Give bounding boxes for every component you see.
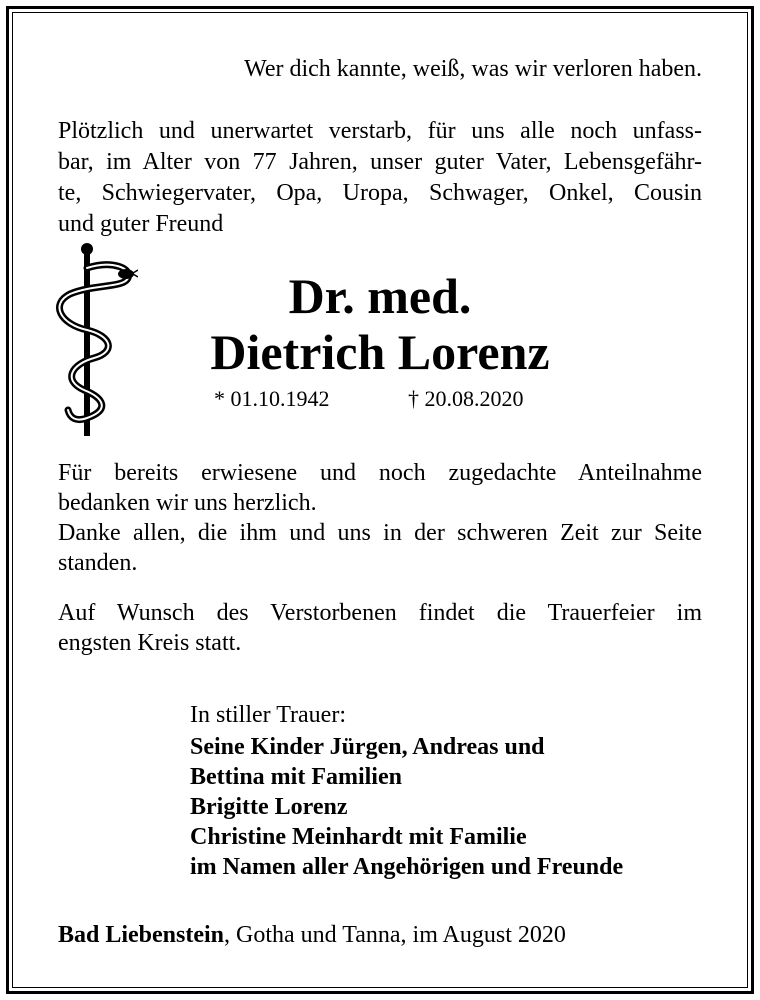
mourner-line-3: Brigitte Lorenz: [190, 794, 348, 820]
mourner-line-1: Seine Kinder Jürgen, Andreas und: [190, 734, 545, 760]
mourner-line-5: im Namen aller Angehörigen und Freunde: [190, 854, 624, 880]
motto: Wer dich kannte, weiß, was wir verloren haben.: [244, 56, 702, 82]
deceased-name: Dietrich Lorenz: [210, 324, 550, 380]
mourners-heading: In stiller Trauer:: [190, 702, 346, 728]
intro-line-3: te, Schwiegervater, Opa, Uropa, Schwager, Onkel, Cousin: [58, 180, 702, 206]
thanks-line-4: standen.: [58, 550, 138, 576]
intro-line-1: Plötzlich und unerwartet verstarb, für uns alle noch unfass-: [58, 118, 702, 144]
thanks-line-2: bedanken wir uns herzlich.: [58, 490, 317, 516]
death-date: † 20.08.2020: [408, 386, 524, 411]
mourner-line-2: Bettina mit Familien: [190, 764, 402, 790]
intro-line-4: und guter Freund: [58, 211, 224, 237]
funeral-line-2: engsten Kreis statt.: [58, 630, 242, 656]
birth-date: * 01.10.1942: [214, 386, 330, 411]
intro-line-2: bar, im Alter von 77 Jahren, unser guter Vater, Lebensgefähr-: [58, 149, 702, 175]
funeral-line-1: Auf Wunsch des Verstorbenen findet die Trauerfeier im: [58, 600, 702, 626]
mourner-line-4: Christine Meinhardt mit Familie: [190, 824, 527, 850]
footer-rest: , Gotha und Tanna, im August 2020: [224, 922, 566, 948]
thanks-line-3: Danke allen, die ihm und uns in der schweren Zeit zur Seite: [58, 520, 702, 546]
thanks-line-1: Für bereits erwiesene und noch zugedachte Anteilnahme: [58, 460, 702, 486]
footer-place: Bad Liebenstein: [58, 922, 225, 948]
deceased-title: Dr. med.: [288, 268, 472, 324]
footer-line: [58, 920, 566, 951]
